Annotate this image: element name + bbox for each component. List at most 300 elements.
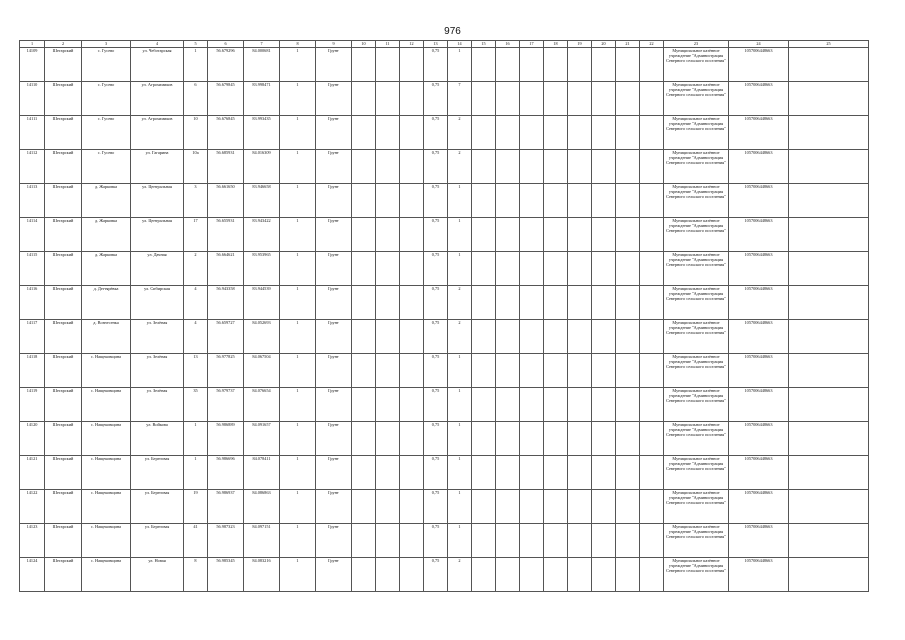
table-cell: Муниципальное казённое учреждение "Администрация Северного сельского поселения" xyxy=(664,354,729,388)
table-cell xyxy=(568,456,592,490)
table-cell xyxy=(472,422,496,456)
table-cell: 1057006448663 xyxy=(729,150,789,184)
column-number-cell: 20 xyxy=(592,41,616,48)
table-cell: 2 xyxy=(448,286,472,320)
table-cell: 1 xyxy=(448,48,472,82)
table-cell xyxy=(789,354,869,388)
table-cell xyxy=(400,524,424,558)
table-cell xyxy=(789,456,869,490)
table-cell: 84.091657 xyxy=(244,422,280,456)
table-cell xyxy=(640,490,664,524)
table-cell: 83.953965 xyxy=(244,252,280,286)
table-cell: с. Гусево xyxy=(82,82,131,116)
table-cell xyxy=(496,252,520,286)
table-cell xyxy=(400,456,424,490)
column-number-cell: 18 xyxy=(544,41,568,48)
table-cell: д. Жарковка xyxy=(82,218,131,252)
table-cell xyxy=(640,184,664,218)
table-cell: 1 xyxy=(448,388,472,422)
table-cell xyxy=(544,490,568,524)
column-number-cell: 7 xyxy=(244,41,280,48)
table-row xyxy=(20,184,869,218)
table-cell: 1057006448663 xyxy=(729,48,789,82)
table-cell xyxy=(640,456,664,490)
table-cell: Шегарский xyxy=(45,48,82,82)
table-cell: 1057006448663 xyxy=(729,490,789,524)
table-cell: 35 xyxy=(184,388,208,422)
table-cell xyxy=(592,286,616,320)
table-row xyxy=(20,218,869,252)
table-cell xyxy=(376,48,400,82)
column-number-cell: 24 xyxy=(729,41,789,48)
table-cell xyxy=(616,252,640,286)
table-cell xyxy=(640,354,664,388)
table-cell: Муниципальное казённое учреждение "Администрация Северного сельского поселения" xyxy=(664,48,729,82)
table-cell: 1 xyxy=(280,456,316,490)
table-cell: Муниципальное казённое учреждение "Администрация Северного сельского поселения" xyxy=(664,490,729,524)
table-cell xyxy=(352,422,376,456)
table-cell xyxy=(640,252,664,286)
table-cell xyxy=(616,184,640,218)
table-cell: 7 xyxy=(448,82,472,116)
table-cell xyxy=(352,252,376,286)
table-cell: Муниципальное казённое учреждение "Администрация Северного сельского поселения" xyxy=(664,184,729,218)
table-cell: 14110 xyxy=(20,82,45,116)
table-cell: 1 xyxy=(184,422,208,456)
table-cell: 1 xyxy=(280,252,316,286)
table-cell: 14116 xyxy=(20,286,45,320)
table-cell: 0,75 xyxy=(424,456,448,490)
table-cell xyxy=(496,456,520,490)
table-cell: 56.659727 xyxy=(208,320,244,354)
table-cell xyxy=(376,388,400,422)
table-cell: ул. Береговая xyxy=(131,524,184,558)
table-cell xyxy=(520,388,544,422)
table-cell: 1057006448663 xyxy=(729,354,789,388)
table-cell: 84.052693 xyxy=(244,320,280,354)
table-cell: 0,75 xyxy=(424,354,448,388)
table-cell xyxy=(400,218,424,252)
table-cell: Муниципальное казённое учреждение "Администрация Северного сельского поселения" xyxy=(664,116,729,150)
table-cell: ул. Центральная xyxy=(131,184,184,218)
table-cell xyxy=(592,116,616,150)
table-cell: ул. Новая xyxy=(131,558,184,592)
table-cell: 1057006448663 xyxy=(729,286,789,320)
table-cell: 1057006448663 xyxy=(729,524,789,558)
table-cell: 19 xyxy=(184,490,208,524)
table-cell: Муниципальное казённое учреждение "Администрация Северного сельского поселения" xyxy=(664,252,729,286)
table-cell: 83.946658 xyxy=(244,184,280,218)
table-cell: Грунт xyxy=(316,456,352,490)
table-cell xyxy=(376,524,400,558)
table-cell xyxy=(640,286,664,320)
table-cell xyxy=(568,320,592,354)
table-cell: Муниципальное казённое учреждение "Администрация Северного сельского поселения" xyxy=(664,422,729,456)
table-cell xyxy=(496,490,520,524)
table-cell xyxy=(592,82,616,116)
table-cell xyxy=(568,354,592,388)
table-cell xyxy=(496,184,520,218)
table-cell: Грунт xyxy=(316,354,352,388)
table-cell xyxy=(789,558,869,592)
table-cell xyxy=(400,116,424,150)
table-cell: 14112 xyxy=(20,150,45,184)
table-cell: ул. Дачная xyxy=(131,252,184,286)
table-cell xyxy=(544,82,568,116)
table-cell xyxy=(352,354,376,388)
table-cell: ул. Сибирская xyxy=(131,286,184,320)
table-cell xyxy=(592,320,616,354)
table-cell xyxy=(789,184,869,218)
table-cell xyxy=(400,286,424,320)
table-cell: 56.986889 xyxy=(208,422,244,456)
table-cell xyxy=(592,252,616,286)
table-cell xyxy=(472,116,496,150)
table-cell xyxy=(472,82,496,116)
table-cell: 83.944539 xyxy=(244,286,280,320)
table-cell: 1057006448663 xyxy=(729,218,789,252)
table-cell: ул. Береговая xyxy=(131,456,184,490)
table-cell: 1 xyxy=(448,354,472,388)
table-cell: 1 xyxy=(280,116,316,150)
table-cell xyxy=(789,286,869,320)
table-cell xyxy=(789,252,869,286)
table-cell xyxy=(520,184,544,218)
table-cell: ул. Береговая xyxy=(131,490,184,524)
column-number-cell: 1 xyxy=(20,41,45,48)
table-cell: 2 xyxy=(448,116,472,150)
column-number-cell: 5 xyxy=(184,41,208,48)
column-number-cell: 3 xyxy=(82,41,131,48)
table-cell: 1 xyxy=(448,184,472,218)
table-cell: Муниципальное казённое учреждение "Администрация Северного сельского поселения" xyxy=(664,82,729,116)
table-cell xyxy=(376,354,400,388)
table-cell: 1057006448663 xyxy=(729,320,789,354)
table-cell xyxy=(520,252,544,286)
table-cell: д. Жарковка xyxy=(82,184,131,218)
column-number-cell: 16 xyxy=(496,41,520,48)
table-cell: 84.016309 xyxy=(244,150,280,184)
table-cell: 1 xyxy=(280,524,316,558)
table-cell: Грунт xyxy=(316,48,352,82)
table-cell xyxy=(496,320,520,354)
table-cell: 1 xyxy=(280,490,316,524)
table-cell: 56.985345 xyxy=(208,558,244,592)
table-cell xyxy=(352,558,376,592)
table-cell: 0,75 xyxy=(424,184,448,218)
table-cell: 14109 xyxy=(20,48,45,82)
table-cell xyxy=(544,286,568,320)
table-cell xyxy=(568,524,592,558)
table-cell: 14123 xyxy=(20,524,45,558)
table-cell xyxy=(640,82,664,116)
table-cell: 1 xyxy=(280,150,316,184)
table-cell: с. Гусево xyxy=(82,150,131,184)
table-cell: 10а xyxy=(184,150,208,184)
table-cell xyxy=(640,48,664,82)
table-cell xyxy=(520,490,544,524)
table-row xyxy=(20,388,869,422)
table-cell xyxy=(789,320,869,354)
table-cell: Грунт xyxy=(316,558,352,592)
table-cell: 1057006448663 xyxy=(729,388,789,422)
table-cell: 56.986696 xyxy=(208,456,244,490)
table-cell xyxy=(352,320,376,354)
table-cell xyxy=(544,524,568,558)
table-cell: 1 xyxy=(280,354,316,388)
table-cell xyxy=(616,558,640,592)
table-cell: 56.664621 xyxy=(208,252,244,286)
table-cell xyxy=(520,150,544,184)
table-row xyxy=(20,286,869,320)
table-cell xyxy=(789,422,869,456)
column-number-cell: 22 xyxy=(640,41,664,48)
table-cell xyxy=(640,422,664,456)
table-cell: д. Дегтярёвка xyxy=(82,286,131,320)
table-cell: 1 xyxy=(448,252,472,286)
table-cell xyxy=(568,48,592,82)
table-cell: 56.685931 xyxy=(208,150,244,184)
table-cell: Грунт xyxy=(316,116,352,150)
table-cell: с. Нащековщина xyxy=(82,558,131,592)
table-cell: Грунт xyxy=(316,388,352,422)
table-cell: Грунт xyxy=(316,252,352,286)
table-cell: 1 xyxy=(280,82,316,116)
table-cell xyxy=(400,150,424,184)
table-cell xyxy=(592,524,616,558)
table-cell: Шегарский xyxy=(45,456,82,490)
table-cell: Муниципальное казённое учреждение "Администрация Северного сельского поселения" xyxy=(664,558,729,592)
table-cell xyxy=(568,150,592,184)
table-cell xyxy=(640,218,664,252)
table-cell xyxy=(352,116,376,150)
table-cell: д. Жарковка xyxy=(82,252,131,286)
table-cell: 84.076654 xyxy=(244,388,280,422)
table-cell xyxy=(496,388,520,422)
table-cell: 0,75 xyxy=(424,320,448,354)
table-cell xyxy=(376,422,400,456)
table-row xyxy=(20,558,869,592)
table-cell xyxy=(544,252,568,286)
table-cell xyxy=(520,320,544,354)
table-cell xyxy=(568,490,592,524)
table-cell xyxy=(472,184,496,218)
table-cell: Шегарский xyxy=(45,490,82,524)
table-cell xyxy=(496,116,520,150)
table-cell xyxy=(520,524,544,558)
table-cell: 1 xyxy=(448,218,472,252)
table-cell xyxy=(376,286,400,320)
table-cell: ул. Войкова xyxy=(131,422,184,456)
table-cell xyxy=(472,286,496,320)
table-cell: 56.977825 xyxy=(208,354,244,388)
table-cell: 1 xyxy=(448,422,472,456)
table-row xyxy=(20,252,869,286)
table-cell xyxy=(496,48,520,82)
table-cell: Грунт xyxy=(316,150,352,184)
table-cell xyxy=(568,82,592,116)
table-cell xyxy=(376,116,400,150)
table-cell xyxy=(592,354,616,388)
table-cell: с. Нащековщина xyxy=(82,524,131,558)
table-cell: с. Нащековщина xyxy=(82,354,131,388)
table-cell: Шегарский xyxy=(45,150,82,184)
column-number-cell: 11 xyxy=(376,41,400,48)
page-number: 976 xyxy=(444,26,461,37)
table-row xyxy=(20,320,869,354)
table-cell xyxy=(544,150,568,184)
table-cell xyxy=(544,422,568,456)
table-cell: Муниципальное казённое учреждение "Администрация Северного сельского поселения" xyxy=(664,286,729,320)
column-number-cell: 25 xyxy=(789,41,869,48)
table-cell: 56.986937 xyxy=(208,490,244,524)
table-cell xyxy=(544,218,568,252)
table-cell xyxy=(376,490,400,524)
table-cell: Грунт xyxy=(316,82,352,116)
table-cell: д. Вознесенка xyxy=(82,320,131,354)
table-cell xyxy=(376,150,400,184)
table-cell xyxy=(376,218,400,252)
table-cell: 0,75 xyxy=(424,82,448,116)
table-cell: 14120 xyxy=(20,422,45,456)
table-cell xyxy=(592,48,616,82)
table-cell: Шегарский xyxy=(45,252,82,286)
table-cell xyxy=(400,48,424,82)
table-cell: Грунт xyxy=(316,320,352,354)
table-cell: 1 xyxy=(280,184,316,218)
table-cell xyxy=(592,490,616,524)
table-cell xyxy=(400,252,424,286)
table-cell: 1 xyxy=(280,320,316,354)
column-number-cell: 17 xyxy=(520,41,544,48)
table-row xyxy=(20,82,869,116)
table-cell xyxy=(352,456,376,490)
table-cell: 2 xyxy=(448,320,472,354)
table-cell xyxy=(520,116,544,150)
table-cell xyxy=(520,286,544,320)
table-cell xyxy=(496,524,520,558)
table-cell xyxy=(640,558,664,592)
table-cell: Шегарский xyxy=(45,388,82,422)
table-cell xyxy=(352,524,376,558)
table-cell: Шегарский xyxy=(45,116,82,150)
table-cell xyxy=(400,354,424,388)
table-cell: 0,75 xyxy=(424,252,448,286)
table-cell xyxy=(616,218,640,252)
table-cell xyxy=(616,116,640,150)
table-cell xyxy=(376,82,400,116)
table-cell xyxy=(352,48,376,82)
table-cell xyxy=(616,524,640,558)
table-cell: ул. Агрохимиков xyxy=(131,116,184,150)
table-cell: 0,75 xyxy=(424,558,448,592)
column-number-cell: 23 xyxy=(664,41,729,48)
table-cell xyxy=(472,150,496,184)
table-cell: Шегарский xyxy=(45,184,82,218)
table-cell xyxy=(352,286,376,320)
table-cell xyxy=(544,116,568,150)
table-cell xyxy=(352,82,376,116)
table-cell xyxy=(789,490,869,524)
table-cell: 1 xyxy=(184,456,208,490)
table-cell: с. Нащековщина xyxy=(82,490,131,524)
table-cell xyxy=(789,524,869,558)
table-cell: ул. Зелёная xyxy=(131,354,184,388)
table-cell: 84.083216 xyxy=(244,558,280,592)
table-cell xyxy=(544,456,568,490)
table-cell: 13 xyxy=(184,354,208,388)
register-table xyxy=(19,40,869,592)
table-cell: Шегарский xyxy=(45,422,82,456)
table-cell xyxy=(789,150,869,184)
table-cell xyxy=(472,320,496,354)
table-cell: Муниципальное казённое учреждение "Администрация Северного сельского поселения" xyxy=(664,456,729,490)
table-cell: ул. Зелёная xyxy=(131,388,184,422)
column-number-cell: 13 xyxy=(424,41,448,48)
table-cell xyxy=(400,82,424,116)
table-cell: 14119 xyxy=(20,388,45,422)
table-cell xyxy=(472,48,496,82)
table-cell: ул. Агрохимиков xyxy=(131,82,184,116)
table-cell xyxy=(376,456,400,490)
table-cell: с. Нащековщина xyxy=(82,388,131,422)
table-cell xyxy=(544,388,568,422)
table-cell: 1 xyxy=(280,388,316,422)
table-cell xyxy=(400,320,424,354)
table-cell: 84.086863 xyxy=(244,490,280,524)
table-cell: 1 xyxy=(448,490,472,524)
table-cell: 0,75 xyxy=(424,48,448,82)
table-cell: 83.998471 xyxy=(244,82,280,116)
table-cell: 56.943358 xyxy=(208,286,244,320)
table-cell: 0,75 xyxy=(424,116,448,150)
table-cell: 1 xyxy=(280,218,316,252)
table-cell: 83.943422 xyxy=(244,218,280,252)
table-cell: 2 xyxy=(448,558,472,592)
table-cell: 3 xyxy=(184,184,208,218)
table-cell xyxy=(592,218,616,252)
table-cell: Муниципальное казённое учреждение "Администрация Северного сельского поселения" xyxy=(664,524,729,558)
table-cell: 14117 xyxy=(20,320,45,354)
table-cell xyxy=(496,354,520,388)
table-cell: 1057006448663 xyxy=(729,116,789,150)
table-cell: 0,75 xyxy=(424,218,448,252)
table-cell: 0,75 xyxy=(424,524,448,558)
table-cell: Муниципальное казённое учреждение "Администрация Северного сельского поселения" xyxy=(664,150,729,184)
table-cell: 14115 xyxy=(20,252,45,286)
table-cell xyxy=(520,558,544,592)
table-cell: 0,75 xyxy=(424,286,448,320)
table-cell: 84.067504 xyxy=(244,354,280,388)
table-cell xyxy=(400,388,424,422)
table-cell: 1 xyxy=(448,524,472,558)
table-cell xyxy=(400,184,424,218)
table-cell: ул. Гагарина xyxy=(131,150,184,184)
table-cell: 4 xyxy=(184,286,208,320)
column-number-cell: 6 xyxy=(208,41,244,48)
table-cell xyxy=(616,388,640,422)
table-cell xyxy=(568,218,592,252)
table-cell xyxy=(520,218,544,252)
table-cell: Грунт xyxy=(316,422,352,456)
table-cell: Шегарский xyxy=(45,320,82,354)
table-cell: 56.655931 xyxy=(208,218,244,252)
table-cell: 14124 xyxy=(20,558,45,592)
table-cell: 14121 xyxy=(20,456,45,490)
table-cell: 41 xyxy=(184,524,208,558)
table-cell xyxy=(496,150,520,184)
table-cell xyxy=(789,218,869,252)
